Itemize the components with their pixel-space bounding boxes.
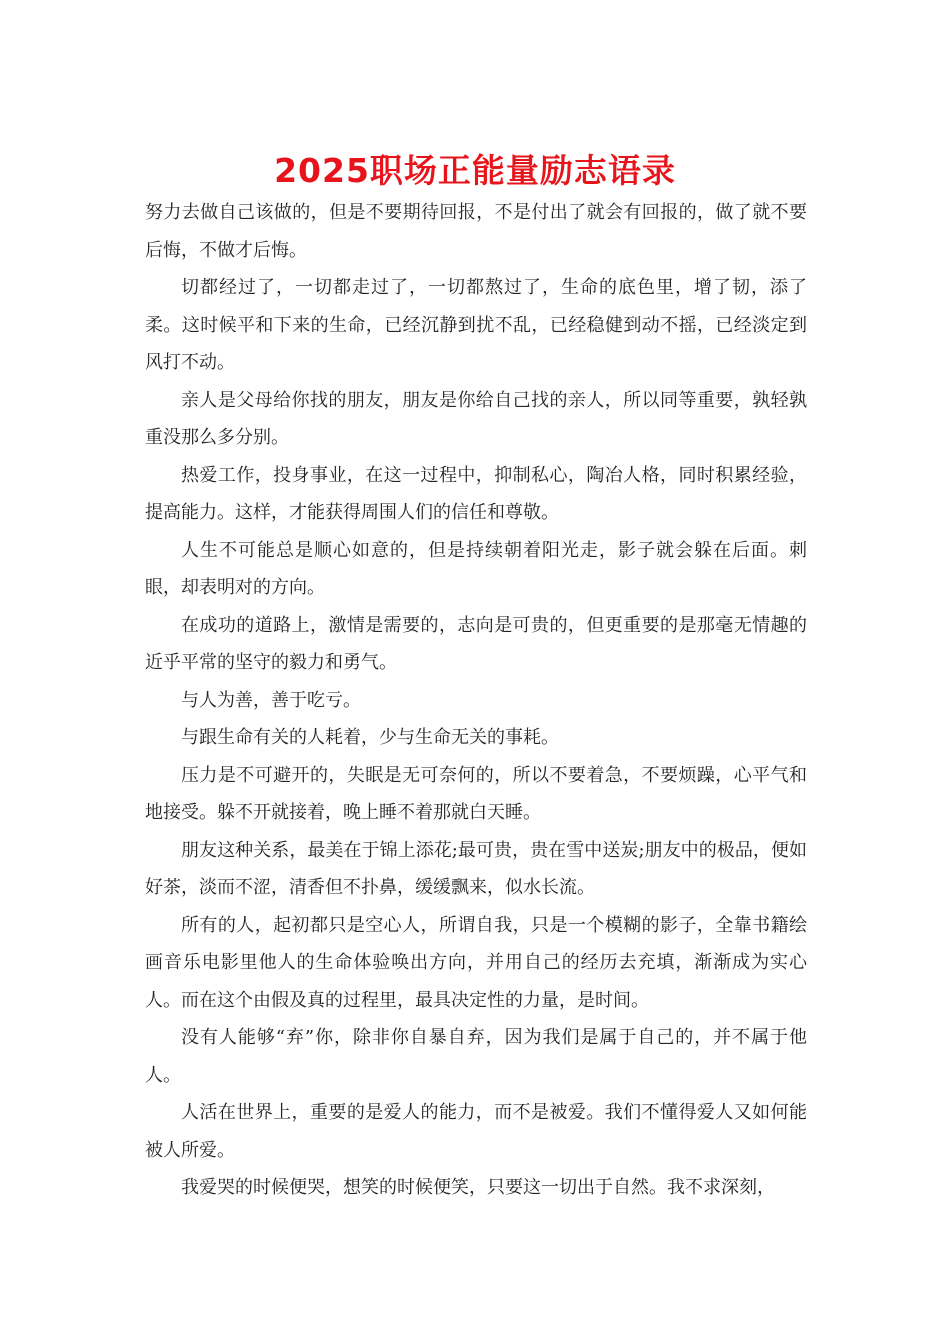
paragraph: 我爱哭的时候便哭，想笑的时候便笑，只要这一切出于自然。我不求深刻， [181, 1177, 775, 1198]
paragraph: 热爱工作，投身事业，在这一过程中，抑制私心，陶冶人格，同时积累经验，提高能力。这样，才能获得周围人们的信任和尊敬。 [145, 464, 807, 523]
paragraph: 朋友这种关系，最美在于锦上添花;最可贵，贵在雪中送炭;朋友中的极品，便如好茶，淡而不涩，清香但不扑鼻，缓缓飘来，似水长流。 [145, 839, 807, 898]
paragraph: 在成功的道路上，激情是需要的，志向是可贵的，但更重要的是那毫无情趣的近乎平常的坚守的毅力和勇气。 [145, 614, 807, 673]
paragraph: 人生不可能总是顺心如意的，但是持续朝着阳光走，影子就会躲在后面。刺眼，却表明对的方向。 [145, 539, 807, 598]
paragraph: 与跟生命有关的人耗着，少与生命无关的事耗。 [181, 727, 559, 748]
page-title: 2025职场正能量励志语录 [274, 151, 676, 190]
paragraph: 所有的人，起初都只是空心人，所谓自我，只是一个模糊的影子，全靠书籍绘画音乐电影里他人的生命体验唤出方向，并用自己的经历去充填，渐渐成为实心人。而在这个由假及真的过程里，最具决定性的力量，是时间。 [145, 914, 807, 1011]
paragraph: 没有人能够“弃”你，除非你自暴自弃，因为我们是属于自己的，并不属于他人。 [145, 1027, 807, 1086]
document-body [145, 194, 807, 1207]
paragraph: 压力是不可避开的，失眠是无可奈何的，所以不要着急，不要烦躁，心平气和地接受。躲不开就接着，晚上睡不着那就白天睡。 [145, 764, 807, 823]
paragraph: 人活在世界上，重要的是爱人的能力，而不是被爱。我们不懂得爱人又如何能被人所爱。 [145, 1102, 807, 1161]
paragraph: 切都经过了，一切都走过了，一切都熬过了，生命的底色里，增了韧，添了柔。这时候平和下来的生命，已经沉静到扰不乱，已经稳健到动不摇，已经淡定到风打不动。 [145, 277, 807, 373]
paragraph: 与人为善，善于吃亏。 [181, 689, 361, 711]
paragraph: 努力去做自己该做的，但是不要期待回报，不是付出了就会有回报的，做了就不要后悔，不做才后悔。 [145, 202, 807, 261]
paragraph: 亲人是父母给你找的朋友，朋友是你给自己找的亲人，所以同等重要，孰轻孰重没那么多分别。 [145, 389, 807, 448]
